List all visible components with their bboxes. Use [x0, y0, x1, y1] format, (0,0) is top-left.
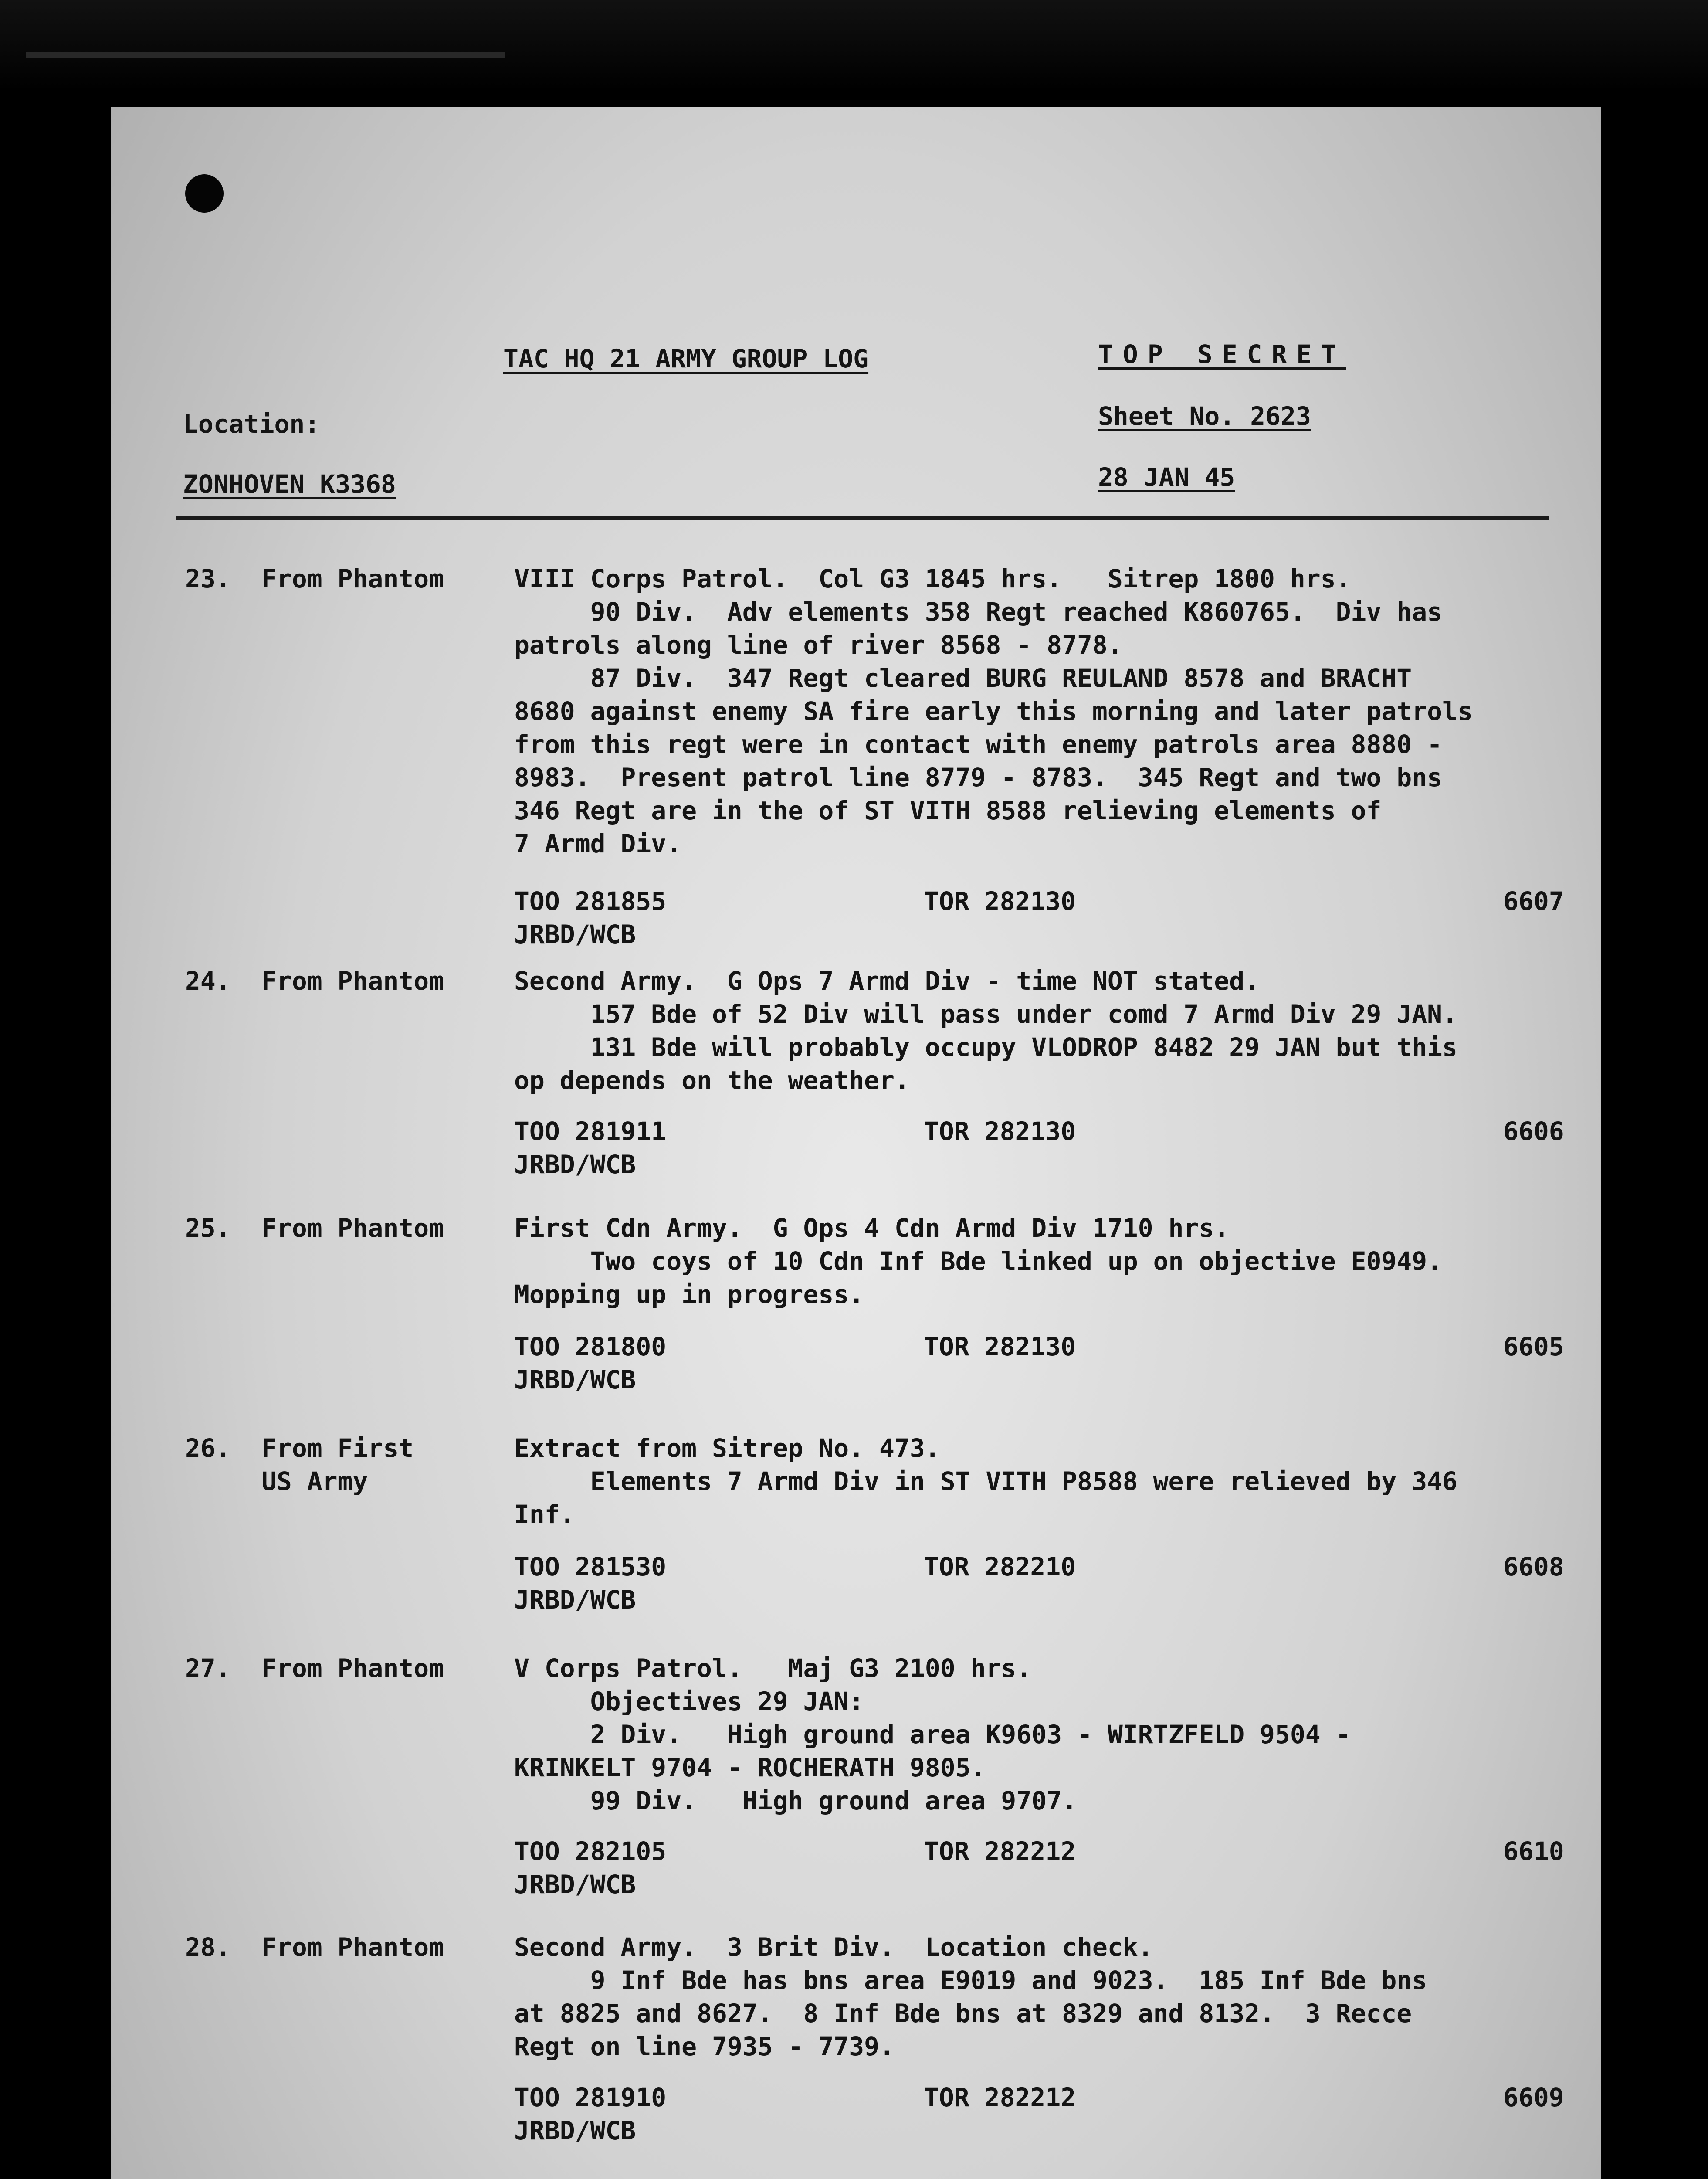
entry-body: [514, 1931, 1630, 2063]
entry-source: From Phantom: [261, 966, 444, 996]
entry-line: 87 Div. 347 Regt cleared BURG REULAND 8578 and BRACHT: [514, 663, 1412, 693]
reference-number: 6605: [1503, 1332, 1564, 1361]
entry-line: Mopping up in progress.: [514, 1280, 864, 1309]
entry-line: 157 Bde of 52 Div will pass under comd 7 Armd Div 29 JAN.: [514, 999, 1457, 1029]
entry-source: From Phantom: [261, 1932, 444, 1962]
entry-line: 9 Inf Bde has bns area E9019 and 9023. 185 Inf Bde bns: [514, 1965, 1427, 1995]
entry-body: [514, 562, 1630, 860]
entry-line: 8680 against enemy SA fire early this morning and later patrols: [514, 696, 1473, 726]
reference-number: 6610: [1503, 1836, 1564, 1866]
entry-line: Second Army. G Ops 7 Armd Div - time NOT stated.: [514, 966, 1260, 996]
entry-transmission-info: [514, 1835, 1582, 1900]
entry-line: 99 Div. High ground area 9707.: [514, 1786, 1078, 1816]
reference-number: 6608: [1503, 1552, 1564, 1582]
entry-transmission-info: [514, 1330, 1582, 1395]
entry-line: [514, 2177, 1630, 2179]
entry-line: patrols along line of river 8568 - 8778.: [514, 630, 1123, 660]
entry-number: 24.: [185, 966, 231, 996]
entry-body: [514, 1652, 1630, 1817]
signature-initials: JRBD/WCB: [514, 1870, 636, 1899]
entry-line: at 8825 and 8627. 8 Inf Bde bns at 8329 and 8132. 3 Recce: [514, 1999, 1412, 2028]
entry-source: From Phantom: [261, 564, 444, 594]
film-strip-artifact: [26, 52, 505, 58]
time-of-origin: TOO 281855: [514, 886, 667, 916]
entry-number: 26.: [185, 1433, 231, 1463]
entry-body: [514, 2177, 1630, 2179]
entry-line: from this regt were in contact with enemy patrols area 8880 -: [514, 730, 1443, 759]
signature-initials: JRBD/WCB: [514, 1365, 636, 1395]
entry-line: 8983. Present patrol line 8779 - 8783. 345 Regt and two bns: [514, 763, 1443, 792]
entry-number: 23.: [185, 564, 231, 594]
time-of-receipt: TOR 282130: [924, 886, 1076, 916]
entry-number: 27.: [185, 1653, 231, 1683]
entry-line: 7 Armd Div.: [514, 829, 682, 859]
entry-number: 25.: [185, 1213, 231, 1243]
location-label: Location:: [183, 409, 320, 439]
time-of-receipt: TOR 282130: [924, 1117, 1076, 1146]
entry-line: op depends on the weather.: [514, 1066, 910, 1095]
punch-hole: [185, 174, 224, 213]
signature-initials: JRBD/WCB: [514, 2116, 636, 2145]
log-date: 28 JAN 45: [1098, 462, 1235, 492]
time-of-receipt: TOR 282212: [924, 1836, 1076, 1866]
signature-initials: JRBD/WCB: [514, 1585, 636, 1615]
reference-number: 6609: [1503, 2083, 1564, 2112]
film-border: [0, 0, 1708, 92]
signature-initials: JRBD/WCB: [514, 920, 636, 949]
entry-transmission-info: [514, 1115, 1582, 1180]
entry-line: Regt on line 7935 - 7739.: [514, 2032, 895, 2061]
entry-line: 131 Bde will probably occupy VLODROP 8482 29 JAN but this: [514, 1032, 1457, 1062]
entry-source: From First US Army: [261, 1433, 414, 1496]
sheet-number: Sheet No. 2623: [1098, 401, 1311, 431]
entry-line: First Cdn Army. G Ops 4 Cdn Armd Div 1710 hrs.: [514, 1213, 1230, 1243]
document-page: [111, 107, 1601, 2179]
entry-source: From Phantom: [261, 1653, 444, 1683]
time-of-receipt: TOR 282210: [924, 1552, 1076, 1582]
entry-transmission-info: [514, 1550, 1582, 1616]
header-divider: [176, 516, 1549, 520]
entry-source: From Phantom: [261, 1213, 444, 1243]
entry-line: V Corps Patrol. Maj G3 2100 hrs.: [514, 1653, 1032, 1683]
entry-line: 2 Div. High ground area K9603 - WIRTZFELD 9504 -: [514, 1720, 1351, 1749]
entry-body: [514, 1432, 1630, 1531]
entry-line: 90 Div. Adv elements 358 Regt reached K860765. Div has: [514, 597, 1443, 627]
entry-transmission-info: [514, 885, 1582, 950]
entry-number: 28.: [185, 1932, 231, 1962]
log-title: TAC HQ 21 ARMY GROUP LOG: [503, 344, 869, 373]
entry-line: Objectives 29 JAN:: [514, 1687, 864, 1716]
time-of-origin: TOO 281800: [514, 1332, 667, 1361]
entry-line: Two coys of 10 Cdn Inf Bde linked up on objective E0949.: [514, 1246, 1443, 1276]
entry-line: VIII Corps Patrol. Col G3 1845 hrs. Sitrep 1800 hrs.: [514, 564, 1351, 594]
entry-body: [514, 1212, 1630, 1311]
entry-number: [185, 2177, 255, 2179]
entry-line: Second Army. 3 Brit Div. Location check.: [514, 1932, 1153, 1962]
signature-initials: JRBD/WCB: [514, 1150, 636, 1179]
time-of-receipt: TOR 282212: [924, 2083, 1076, 2112]
time-of-origin: TOO 281911: [514, 1117, 667, 1146]
reference-number: 6606: [1503, 1117, 1564, 1146]
entry-line: Inf.: [514, 1500, 575, 1529]
entry-line: 346 Regt are in the of ST VITH 8588 relieving elements of: [514, 796, 1382, 825]
entry-transmission-info: [514, 2081, 1582, 2146]
time-of-origin: TOO 281530: [514, 1552, 667, 1582]
time-of-origin: TOO 282105: [514, 1836, 667, 1866]
entry-line: Extract from Sitrep No. 473.: [514, 1433, 940, 1463]
time-of-receipt: TOR 282130: [924, 1332, 1076, 1361]
location-value: ZONHOVEN K3368: [183, 469, 396, 499]
time-of-origin: TOO 281910: [514, 2083, 667, 2112]
entry-line: KRINKELT 9704 - ROCHERATH 9805.: [514, 1753, 986, 1782]
reference-number: 6607: [1503, 886, 1564, 916]
classification-marking: TOP SECRET: [1098, 339, 1346, 369]
entry-line: Elements 7 Armd Div in ST VITH P8588 were relieved by 346: [514, 1466, 1457, 1496]
entry-body: [514, 964, 1630, 1097]
